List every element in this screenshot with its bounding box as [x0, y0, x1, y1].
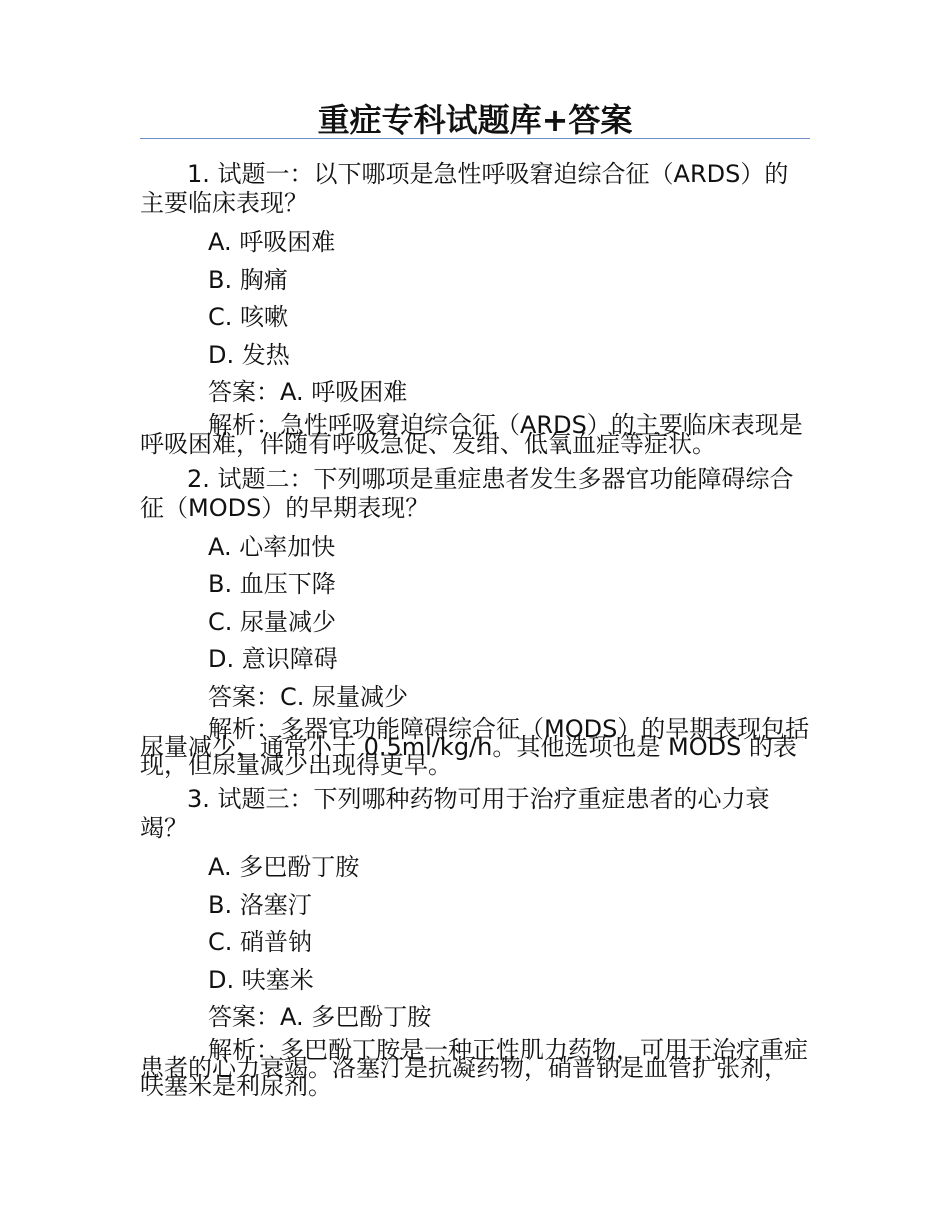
analysis-text: 解析：急性呼吸窘迫综合征（ARDS）的主要临床表现是呼吸困难，伴随有呼吸急促、发绀、低氧血症等症状。 [140, 410, 803, 458]
question-2 [140, 464, 810, 779]
option-b: B. 洛塞汀 [208, 890, 312, 919]
option-b: B. 胸痛 [208, 265, 288, 294]
option-c: C. 咳嗽 [208, 303, 289, 331]
option-c: C. 硝普钠 [208, 928, 313, 956]
option-b: B. 血压下降 [208, 570, 336, 598]
option-a: A. 多巴酚丁胺 [208, 853, 360, 881]
analysis-text: 解析：多巴酚丁胺是一种正性肌力药物，可用于治疗重症患者的心力衰竭。洛塞汀是抗凝药物，硝普钠是血管扩张剂，呋塞米是利尿剂。 [140, 1035, 808, 1100]
option-c: C. 尿量减少 [208, 607, 337, 636]
answer-line: 答案：C. 尿量减少 [208, 682, 409, 711]
question-stem: 1. 试题一：以下哪项是急性呼吸窘迫综合征（ARDS）的主要临床表现？ [140, 160, 789, 217]
question-3 [140, 785, 810, 1100]
option-a: A. 呼吸困难 [208, 228, 336, 256]
option-a: A. 心率加快 [208, 532, 336, 561]
title-underline [140, 138, 810, 139]
question-1 [140, 160, 810, 458]
question-stem: 2. 试题二：下列哪项是重症患者发生多器官功能障碍综合征（MODS）的早期表现？ [140, 464, 794, 522]
option-d: D. 呋塞米 [208, 965, 314, 994]
answer-line: 答案：A. 多巴酚丁胺 [208, 1003, 432, 1031]
option-d: D. 意识障碍 [208, 645, 338, 673]
document-body [140, 160, 810, 1100]
option-d: D. 发热 [208, 340, 290, 369]
analysis-text: 解析：多器官功能障碍综合征（MODS）的早期表现包括尿量减少，通常小于 0.5ml/kg/h。其他选项也是 MODS 的表现，但尿量减少出现得更早。 [140, 715, 810, 779]
answer-line: 答案：A. 呼吸困难 [208, 378, 408, 406]
document-title: 重症专科试题库+答案 [317, 101, 633, 139]
question-stem: 3. 试题三：下列哪种药物可用于治疗重症患者的心力衰竭？ [140, 785, 770, 842]
